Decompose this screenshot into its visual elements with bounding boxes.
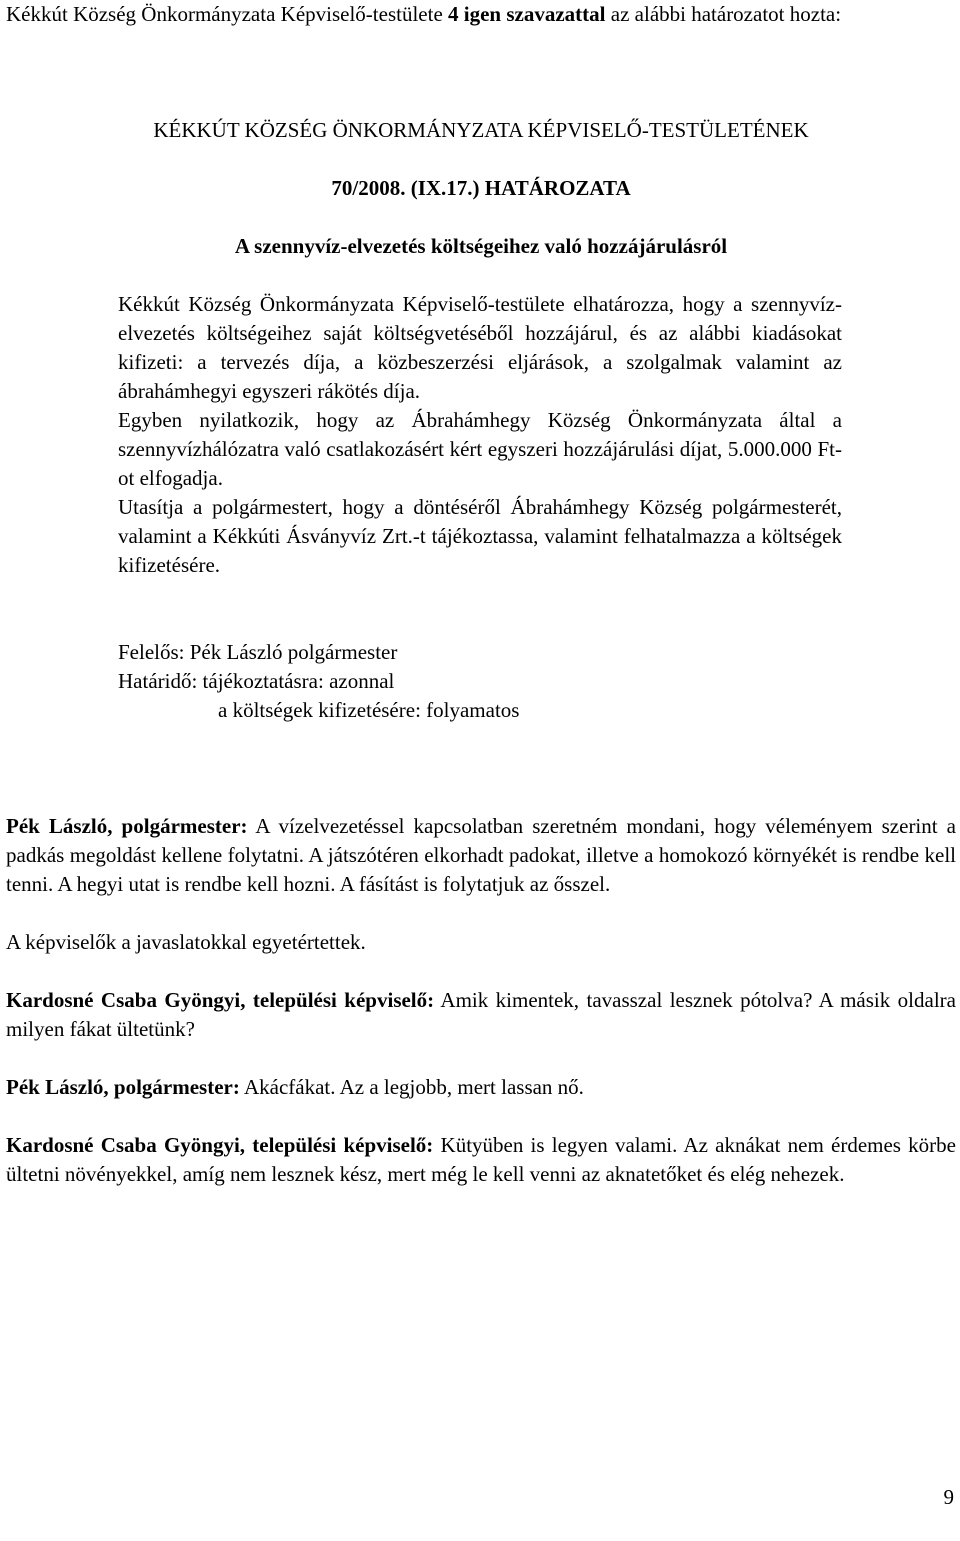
discussion-item xyxy=(6,812,956,899)
responsibility-block xyxy=(118,638,842,725)
intro-paragraph xyxy=(6,0,956,29)
responsible-line: Felelős: Pék László polgármester xyxy=(118,640,398,664)
resolution-body-heading: KÉKKÚT KÖZSÉG ÖNKORMÁNYZATA KÉPVISELŐ-TESTÜLETÉNEK xyxy=(153,118,809,142)
intro-text-after: az alábbi határozatot hozta: xyxy=(605,2,842,26)
discussion-item xyxy=(6,928,956,957)
deadline-line-2: a költségek kifizetésére: folyamatos xyxy=(218,698,520,722)
resolution-paragraph-1: Kékkút Község Önkormányzata Képviselő-testülete elhatározza, hogy a szennyvíz-elvezetés költségeihez saját költségvetéséből hozzájárul, és az alábbi kiadásokat kifizeti: a tervezés díja, a közbeszerzési eljárások, a szolgalmak valamint az ábrahámhegyi egyszeri rákötés díja. xyxy=(118,292,842,403)
intro-vote-count: 4 igen szavazattal xyxy=(448,2,606,26)
speaker-name: Pék László, polgármester: xyxy=(6,814,248,838)
page-number: 9 xyxy=(943,1485,954,1509)
speaker-name: Kardosné Csaba Gyöngyi, települési képviselő: xyxy=(6,988,435,1012)
discussion-item xyxy=(6,986,956,1044)
intro-text-before: Kékkút Község Önkormányzata Képviselő-testülete xyxy=(6,2,449,26)
resolution-text xyxy=(118,290,842,580)
speech-text: Kütyüben is legyen valami. Az aknákat nem érdemes körbe ültetni növényekkel, amíg nem lesznek kész, mert még le kell venni az aknatetőket és elég nehezek. xyxy=(6,1133,956,1186)
speech-text: Amik kimentek, tavasszal lesznek pótolva? A másik oldalra milyen fákat ültetünk? xyxy=(6,988,956,1041)
resolution-number-heading: 70/2008. (IX.17.) HATÁROZATA xyxy=(331,176,631,200)
speaker-name: Kardosné Csaba Gyöngyi, települési képviselő: xyxy=(6,1133,434,1157)
deadline-line-1: Határidő: tájékoztatásra: azonnal xyxy=(118,669,395,693)
resolution-subject-heading: A szennyvíz-elvezetés költségeihez való hozzájárulásról xyxy=(234,234,728,258)
speech-text: Akácfákat. Az a legjobb, mert lassan nő. xyxy=(239,1075,584,1099)
resolution-paragraph-2: Egyben nyilatkozik, hogy az Ábrahámhegy Község Önkormányzata által a szennyvízhálózatra való csatlakozásért kért egyszeri hozzájárulási díjat, 5.000.000 Ft-ot elfogadja. xyxy=(118,408,842,490)
speech-text: A képviselők a javaslatokkal egyetértettek. xyxy=(6,930,366,954)
discussion-item xyxy=(6,1131,956,1189)
speech-text: A vízelvezetéssel kapcsolatban szeretném mondani, hogy véleményem szerint a padkás megoldást kellene folytatni. A játszótéren elkorhadt padokat, illetve a homokozó környékét is rendbe kell tenni. A hegyi utat is rendbe kell hozni. A fásítást is folytatjuk az ősszel. xyxy=(6,814,956,896)
discussion-section xyxy=(6,812,956,1218)
speaker-name: Pék László, polgármester: xyxy=(6,1075,240,1099)
resolution-paragraph-3: Utasítja a polgármestert, hogy a döntéséről Ábrahámhegy Község polgármesterét, valamint a Kékkúti Ásványvíz Zrt.-t tájékoztassa, valamint felhatalmazza a költségek kifizetésére. xyxy=(118,495,842,577)
discussion-item xyxy=(6,1073,956,1102)
